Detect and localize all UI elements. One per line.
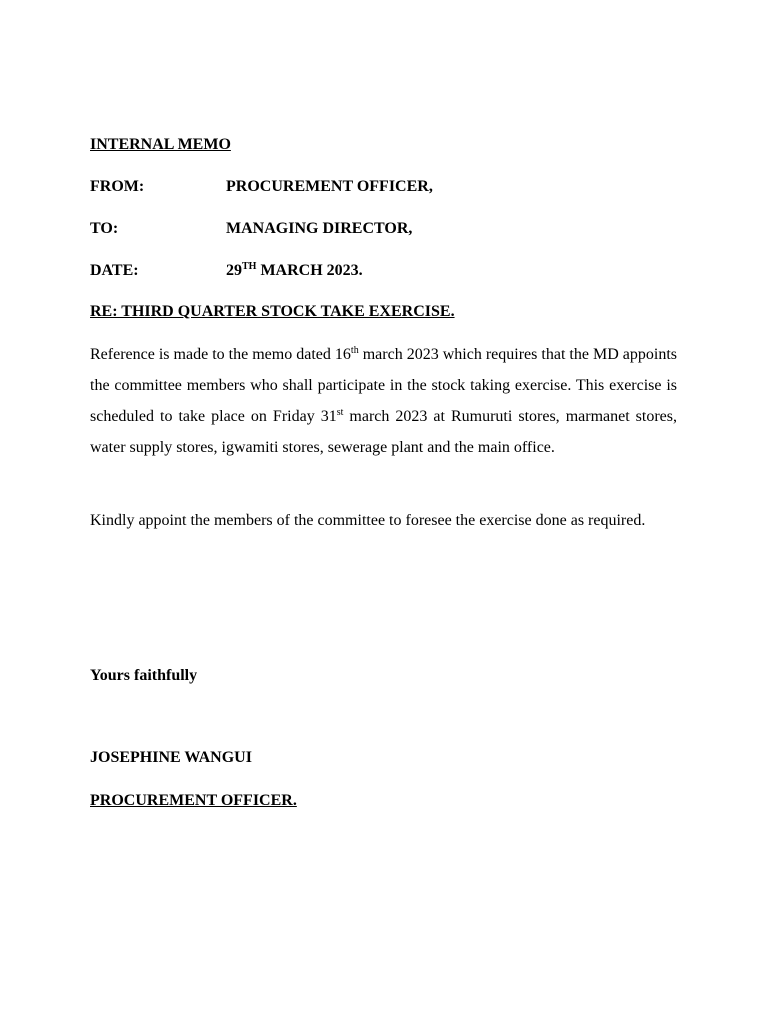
from-value: PROCUREMENT OFFICER, bbox=[226, 178, 433, 195]
memo-subject: RE: THIRD QUARTER STOCK TAKE EXERCISE. bbox=[90, 303, 455, 320]
date-value bbox=[226, 261, 363, 281]
paragraph-1-part-3: march 2023 at Rumuruti stores, marmanet stores, water supply stores, igwamiti stores, sewerage plant and the main office. bbox=[90, 408, 678, 456]
date-day: 29 bbox=[226, 262, 242, 279]
date-month-year: MARCH 2023. bbox=[256, 262, 363, 279]
paragraph-1-part-1: Reference is made to the memo dated 16 bbox=[90, 346, 351, 363]
to-label: TO: bbox=[90, 220, 119, 237]
date-day-suffix: TH bbox=[242, 261, 257, 272]
memo-body-paragraph-2: Kindly appoint the members of the committee to foresee the exercise done as required. bbox=[90, 512, 646, 529]
from-label: FROM: bbox=[90, 178, 145, 195]
date-label: DATE: bbox=[90, 262, 139, 279]
closing-line: Yours faithfully bbox=[90, 667, 198, 684]
paragraph-1-sup-2: st bbox=[336, 407, 344, 418]
to-value: MANAGING DIRECTOR, bbox=[226, 220, 413, 237]
paragraph-1-part-2: march 2023 which requires that the MD appoints the committee members who shall participate in the stock taking exercise. This exercise is scheduled to take place on Friday 31 bbox=[90, 346, 677, 425]
paragraph-1-sup-1: th bbox=[350, 345, 359, 356]
signatory-name: JOSEPHINE WANGUI bbox=[90, 749, 252, 766]
memo-title: INTERNAL MEMO bbox=[90, 136, 231, 153]
signatory-title: PROCUREMENT OFFICER. bbox=[90, 792, 297, 809]
memo-body-paragraph-1 bbox=[90, 339, 677, 463]
